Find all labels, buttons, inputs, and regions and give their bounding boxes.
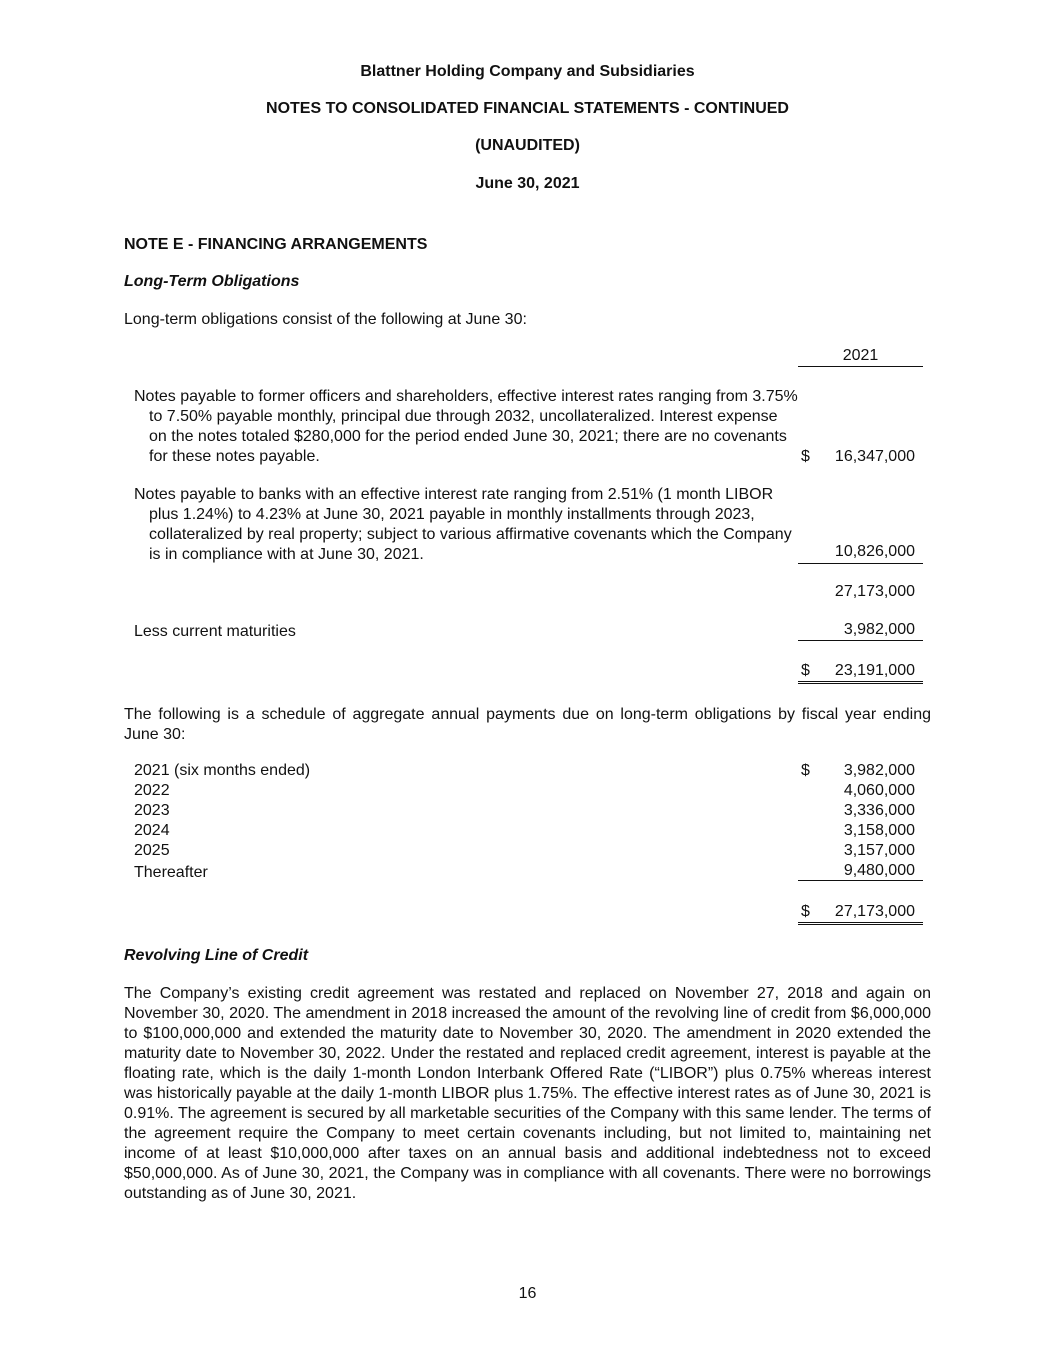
- long-term-obligations-intro: Long-term obligations consist of the following at June 30:: [124, 311, 527, 328]
- subtotal-amount: 27,173,000: [834, 583, 915, 600]
- schedule-double-rule: [798, 922, 923, 925]
- obligation-amount: 10,826,000: [834, 543, 915, 560]
- schedule-row-amount: 3,982,000: [843, 762, 915, 779]
- year-header-underline: [798, 366, 923, 367]
- revolving-line-of-credit-heading: Revolving Line of Credit: [124, 947, 309, 964]
- schedule-row-label: 2025: [134, 842, 170, 859]
- schedule-row-label: 2024: [134, 822, 170, 839]
- unaudited-label: (UNAUDITED): [475, 137, 580, 154]
- year-column-header: 2021: [842, 347, 879, 364]
- schedule-row-amount: 4,060,000: [843, 782, 915, 799]
- schedule-row-amount: 3,158,000: [843, 822, 915, 839]
- company-name: Blattner Holding Company and Subsidiaries: [360, 63, 695, 80]
- schedule-total-amount: 27,173,000: [834, 903, 915, 920]
- schedule-row-label: 2022: [134, 782, 170, 799]
- schedule-row-label: Thereafter: [134, 864, 208, 881]
- obligation-description: Notes payable to banks with an effective interest rate ranging from 2.51% (1 month LIBOR plus 1.24%) to 4.23% at June 30, 2021 payable in monthly installments through 2023, collateralized by real property; subject to various affirmative covenants which the Company is in compliance with at June 30, 2021.: [134, 486, 792, 563]
- long-term-obligations-heading: Long-Term Obligations: [124, 273, 300, 290]
- less-current-maturities-label: Less current maturities: [134, 623, 296, 640]
- currency-symbol: $: [801, 662, 810, 679]
- page-number: 16: [518, 1285, 537, 1302]
- note-heading: NOTE E - FINANCING ARRANGEMENTS: [124, 236, 428, 253]
- schedule-intro: The following is a schedule of aggregate annual payments due on long-term obligations by fiscal year ending June 30:: [124, 706, 931, 743]
- report-date: June 30, 2021: [475, 175, 580, 192]
- schedule-row-label: 2023: [134, 802, 170, 819]
- obligation-amount: 16,347,000: [834, 448, 915, 465]
- schedule-row-amount: 3,157,000: [843, 842, 915, 859]
- schedule-row-amount: 3,336,000: [843, 802, 915, 819]
- schedule-row-label: 2021 (six months ended): [134, 762, 311, 779]
- schedule-rule: [798, 880, 923, 881]
- less-current-maturities-amount: 3,982,000: [843, 621, 915, 638]
- currency-symbol: $: [801, 448, 810, 465]
- currency-symbol: $: [801, 903, 810, 920]
- currency-symbol: $: [801, 762, 810, 779]
- document-title: NOTES TO CONSOLIDATED FINANCIAL STATEMENTS - CONTINUED: [266, 100, 789, 117]
- net-double-rule: [798, 681, 923, 684]
- revolving-line-of-credit-text: The Company’s existing credit agreement was restated and replaced on November 27, 2018 and again on November 30, 2020. The amendment in 2018 increased the amount of the revolving line of credit from $6,000,000 to $100,000,000 and extended the maturity date to November 30, 2020. The amendment in 2020 extended the maturity date to November 30, 2022. Under the restated and replaced credit agreement, interest is payable at the floating rate, which is the daily 1-month London Interbank Offered Rate (“LIBOR”) plus 0.75% whereas interest was historically payable at the daily 1-month LIBOR plus 1.75%. The effective interest rates as of June 30, 2021 is 0.91%. The agreement is secured by all marketable securities of the Company with this same lender. The terms of the agreement require the Company to meet certain covenants including, but not limited to, maintaining net income of at least $10,000,000 after taxes on an annual basis and additional indebtedness not to exceed $50,000,000. As of June 30, 2021, the Company was in compliance with all covenants. There were no borrowings outstanding as of June 30, 2021.: [124, 985, 931, 1202]
- obligation-description: Notes payable to former officers and shareholders, effective interest rates ranging from 3.75% to 7.50% payable monthly, principal due through 2032, uncollateralized. Interest expense on the notes totaled $280,000 for the period ended June 30, 2021; there are no covenants for these notes payable.: [134, 388, 798, 465]
- net-long-term-amount: 23,191,000: [834, 662, 915, 679]
- schedule-row-amount: 9,480,000: [843, 862, 915, 879]
- subtotal-rule: [798, 563, 923, 564]
- net-rule: [798, 640, 923, 641]
